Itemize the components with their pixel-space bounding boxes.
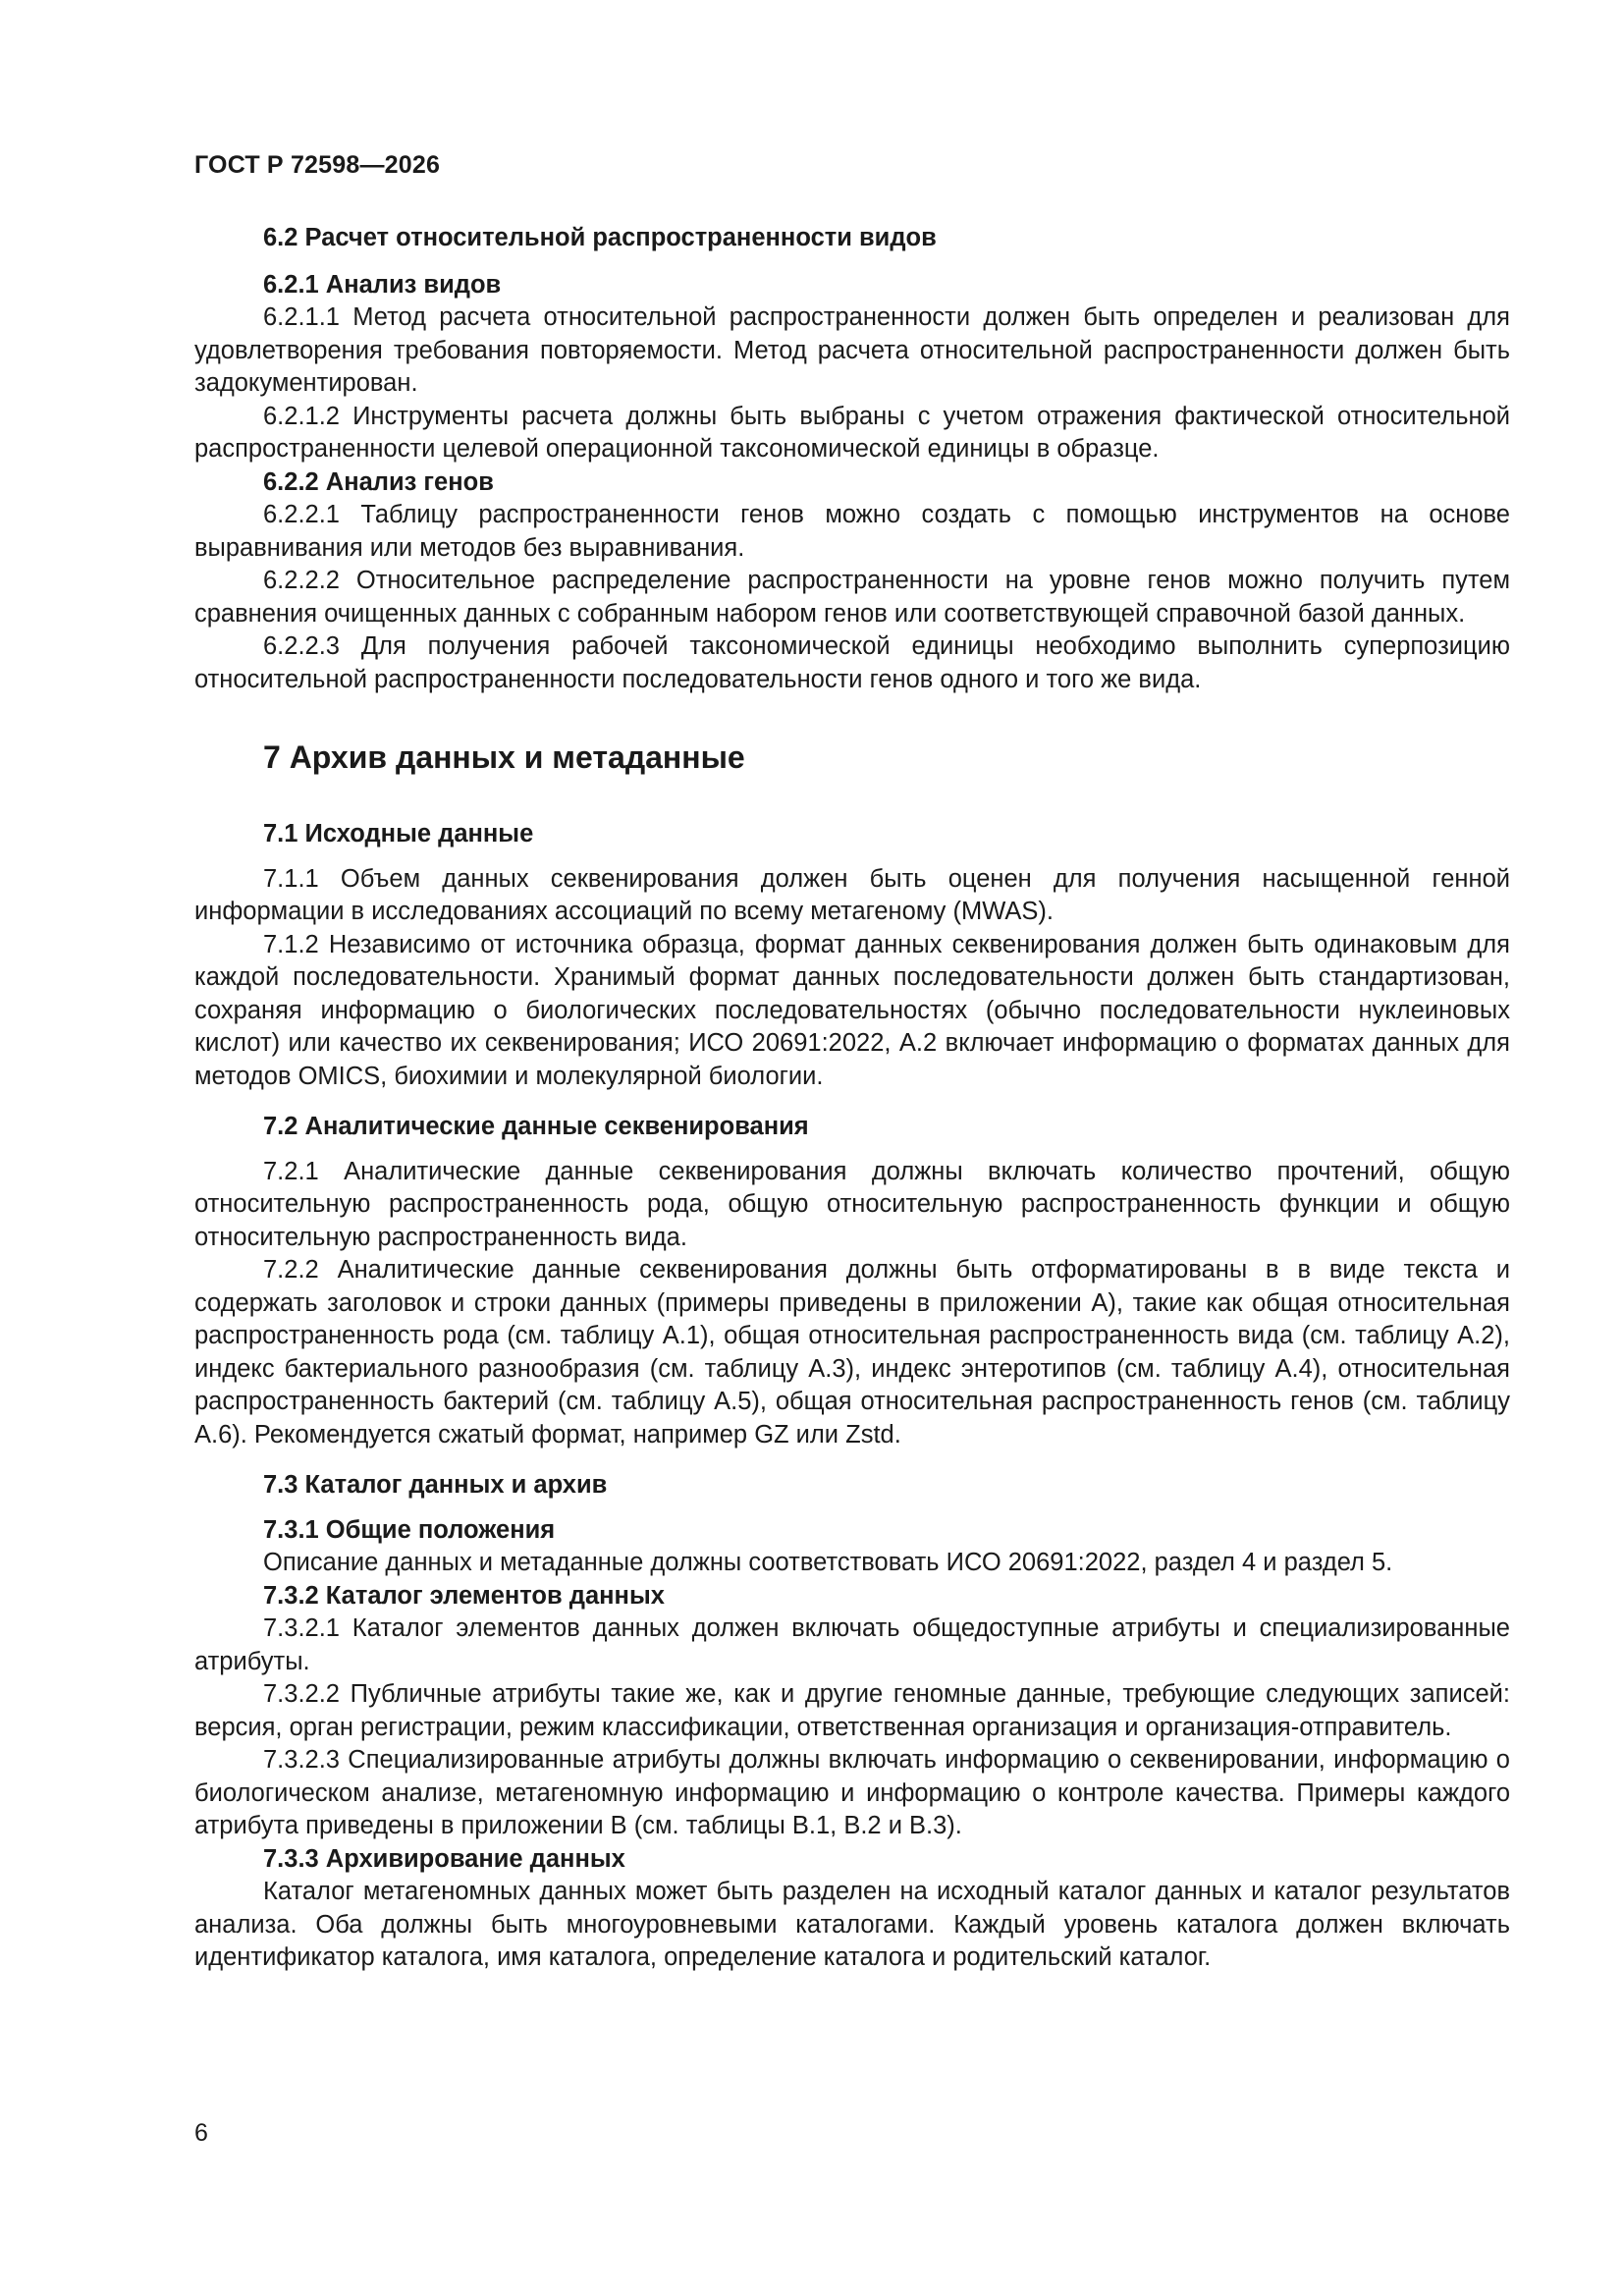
paragraph-7-3-2-3: 7.3.2.3 Специализированные атрибуты должны включать информацию о секвенировании, информацию о биологическом анализе, метагеномную информацию и информацию о контроле качества. Примеры каждого атрибута приведены в приложении В (см. таблицы В.1, В.2 и В.3).	[194, 1746, 1510, 1839]
heading-6-2-1: 6.2.1 Анализ видов	[263, 270, 502, 299]
paragraph-6-2-1-1: 6.2.1.1 Метод расчета относительной распространенности должен быть определен и реализован для удовлетворения требования повторяемости. Метод расчета относительной распространенности должен быть задокументирован.	[194, 303, 1510, 397]
paragraph-6-2-2-3: 6.2.2.3 Для получения рабочей таксономической единицы необходимо выполнить суперпозицию относительной распространенности последовательности генов одного и того же вида.	[194, 632, 1510, 693]
heading-7-1: 7.1 Исходные данные	[263, 820, 534, 847]
heading-section-7: 7 Архив данных и метаданные	[263, 739, 745, 775]
document-body	[194, 222, 1510, 1975]
heading-7-3: 7.3 Каталог данных и архив	[263, 1471, 608, 1499]
heading-7-2: 7.2 Аналитические данные секвенирования	[263, 1113, 809, 1140]
heading-6-2: 6.2 Расчет относительной распространенности видов	[263, 224, 937, 251]
heading-7-3-1: 7.3.1 Общие положения	[263, 1515, 556, 1544]
paragraph-6-2-1-2: 6.2.1.2 Инструменты расчета должны быть выбраны с учетом отражения фактической относительной распространенности целевой операционной таксономической единицы в образце.	[194, 402, 1510, 463]
paragraph-7-1-1: 7.1.1 Объем данных секвенирования должен быть оценен для получения насыщенной генной информации в исследованиях ассоциаций по всему метагеному (MWAS).	[194, 864, 1510, 925]
paragraph-7-3-2-2: 7.3.2.2 Публичные атрибуты такие же, как и другие геномные данные, требующие следующих записей: версия, орган регистрации, режим классификации, ответственная организация и организация-отправитель.	[194, 1680, 1510, 1741]
paragraph-7-3-3: Каталог метагеномных данных может быть разделен на исходный каталог данных и каталог результатов анализа. Оба должны быть многоуровневыми каталогами. Каждый уровень каталога должен включать идентификатор каталога, имя каталога, определение каталога и родительский каталог.	[194, 1878, 1510, 1971]
document-header: ГОСТ Р 72598—2026	[194, 151, 441, 179]
paragraph-7-1-2: 7.1.2 Независимо от источника образца, формат данных секвенирования должен быть одинаковым для каждой последовательности. Хранимый формат данных последовательности должен быть стандартизован, сохраняя информацию о биологических последовательностях (обычно последовательности нуклеиновых кислот) или качество их секвенирования; ИСО 20691:2022, А.2 включает информацию о форматах данных для методов OMICS, биохимии и молекулярной биологии.	[194, 930, 1510, 1090]
heading-7-3-2: 7.3.2 Каталог элементов данных	[263, 1581, 665, 1610]
page-number: 6	[194, 2119, 208, 2147]
paragraph-7-3-1: Описание данных и метаданные должны соответствовать ИСО 20691:2022, раздел 4 и раздел 5.	[263, 1549, 1393, 1576]
heading-7-3-3: 7.3.3 Архивирование данных	[263, 1844, 625, 1873]
paragraph-6-2-2-1: 6.2.2.1 Таблицу распространенности генов можно создать с помощью инструментов на основе выравнивания или методов без выравнивания.	[194, 501, 1510, 562]
paragraph-7-2-2: 7.2.2 Аналитические данные секвенирования должны быть отформатированы в в виде текста и содержать заголовок и строки данных (примеры приведены в приложении А), такие как общая относительная распространенность рода (см. таблицу А.1), общая относительная распространенность вида (см. таблицу А.2), индекс бактериального разнообразия (см. таблицу А.3), индекс энтеротипов (см. таблицу А.4), относительная распространенность бактерий (см. таблицу А.5), общая относительная распространенность генов (см. таблицу А.6). Рекомендуется сжатый формат, например GZ или Zstd.	[194, 1256, 1510, 1449]
paragraph-7-2-1: 7.2.1 Аналитические данные секвенирования должны включать количество прочтений, общую относительную распространенность рода, общую относительную распространенность функции и общую относительную распространенность вида.	[194, 1157, 1510, 1251]
heading-6-2-2: 6.2.2 Анализ генов	[263, 467, 494, 496]
paragraph-6-2-2-2: 6.2.2.2 Относительное распределение распространенности на уровне генов можно получить путем сравнения очищенных данных с собранным набором генов или соответствующей справочной базой данных.	[194, 567, 1510, 628]
paragraph-7-3-2-1: 7.3.2.1 Каталог элементов данных должен включать общедоступные атрибуты и специализированные атрибуты.	[194, 1614, 1510, 1675]
